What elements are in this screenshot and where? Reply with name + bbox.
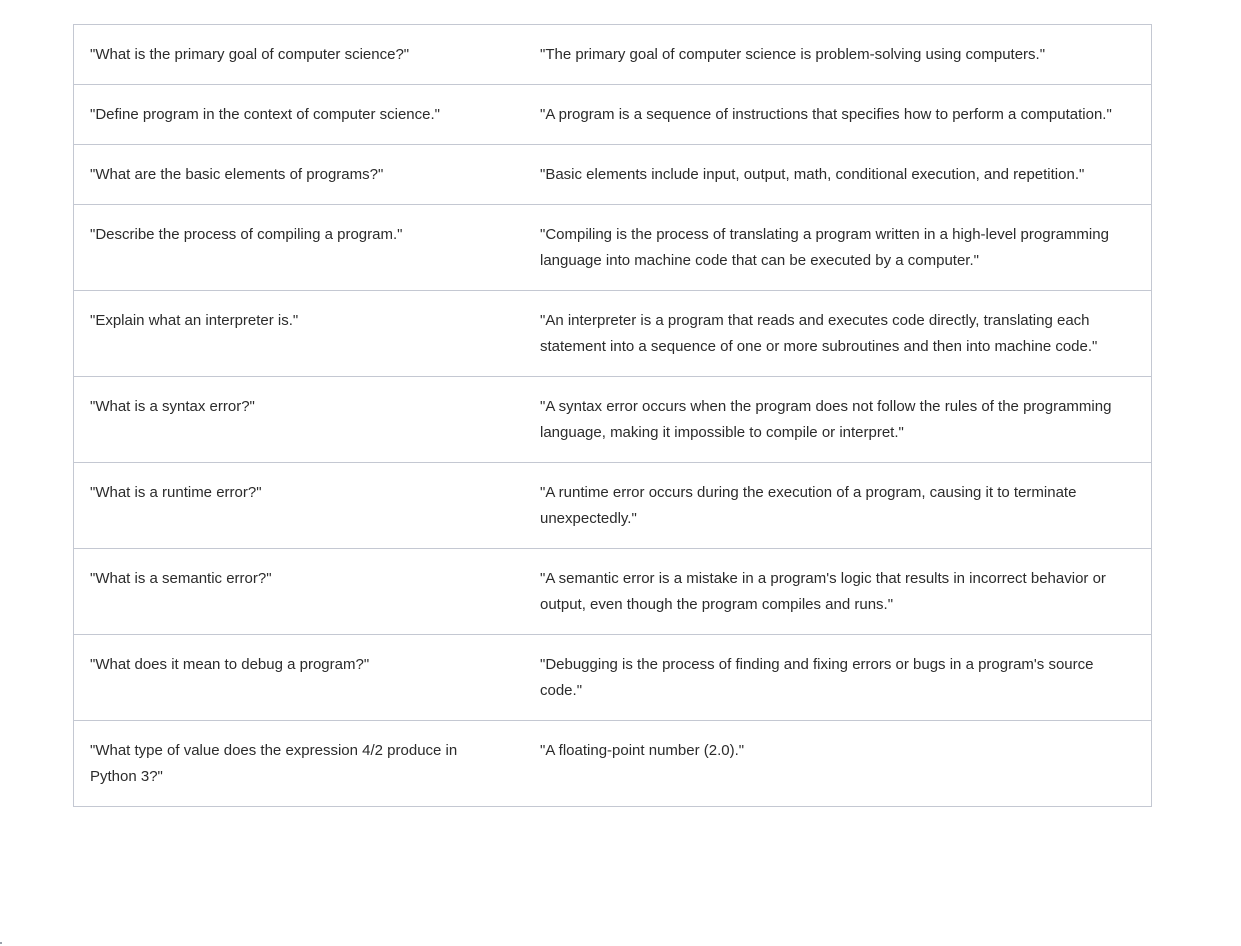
answer-cell: "A syntax error occurs when the program does not follow the rules of the programming language, making it impossible to compile or interpret." [524,377,1152,463]
table-row [74,145,1152,205]
table-row [74,463,1152,549]
table-row [74,721,1152,807]
question-cell: "Explain what an interpreter is." [74,291,525,377]
table-row [74,85,1152,145]
corner-mark [0,942,2,944]
question-cell: "Describe the process of compiling a program." [74,205,525,291]
table-row [74,635,1152,721]
question-cell: "What is a semantic error?" [74,549,525,635]
answer-cell: "Basic elements include input, output, math, conditional execution, and repetition." [524,145,1152,205]
answer-cell: "A semantic error is a mistake in a program's logic that results in incorrect behavior or output, even though the program compiles and runs." [524,549,1152,635]
table-row [74,377,1152,463]
answer-cell: "A runtime error occurs during the execution of a program, causing it to terminate unexpectedly." [524,463,1152,549]
table-row [74,549,1152,635]
answer-cell: "Debugging is the process of finding and fixing errors or bugs in a program's source code." [524,635,1152,721]
question-cell: "What is the primary goal of computer science?" [74,25,525,85]
question-cell: "What does it mean to debug a program?" [74,635,525,721]
flashcard-table [73,24,1152,807]
flashcard-table-body [74,25,1152,807]
answer-cell: "The primary goal of computer science is problem-solving using computers." [524,25,1152,85]
answer-cell: "A program is a sequence of instructions that specifies how to perform a computation." [524,85,1152,145]
table-row [74,205,1152,291]
question-cell: "Define program in the context of computer science." [74,85,525,145]
answer-cell: "An interpreter is a program that reads and executes code directly, translating each statement into a sequence of one or more subroutines and then into machine code." [524,291,1152,377]
answer-cell: "Compiling is the process of translating a program written in a high-level programming language into machine code that can be executed by a computer." [524,205,1152,291]
question-cell: "What is a syntax error?" [74,377,525,463]
question-cell: "What type of value does the expression 4/2 produce in Python 3?" [74,721,525,807]
question-cell: "What are the basic elements of programs?" [74,145,525,205]
table-row [74,291,1152,377]
table-row [74,25,1152,85]
question-cell: "What is a runtime error?" [74,463,525,549]
answer-cell: "A floating-point number (2.0)." [524,721,1152,807]
